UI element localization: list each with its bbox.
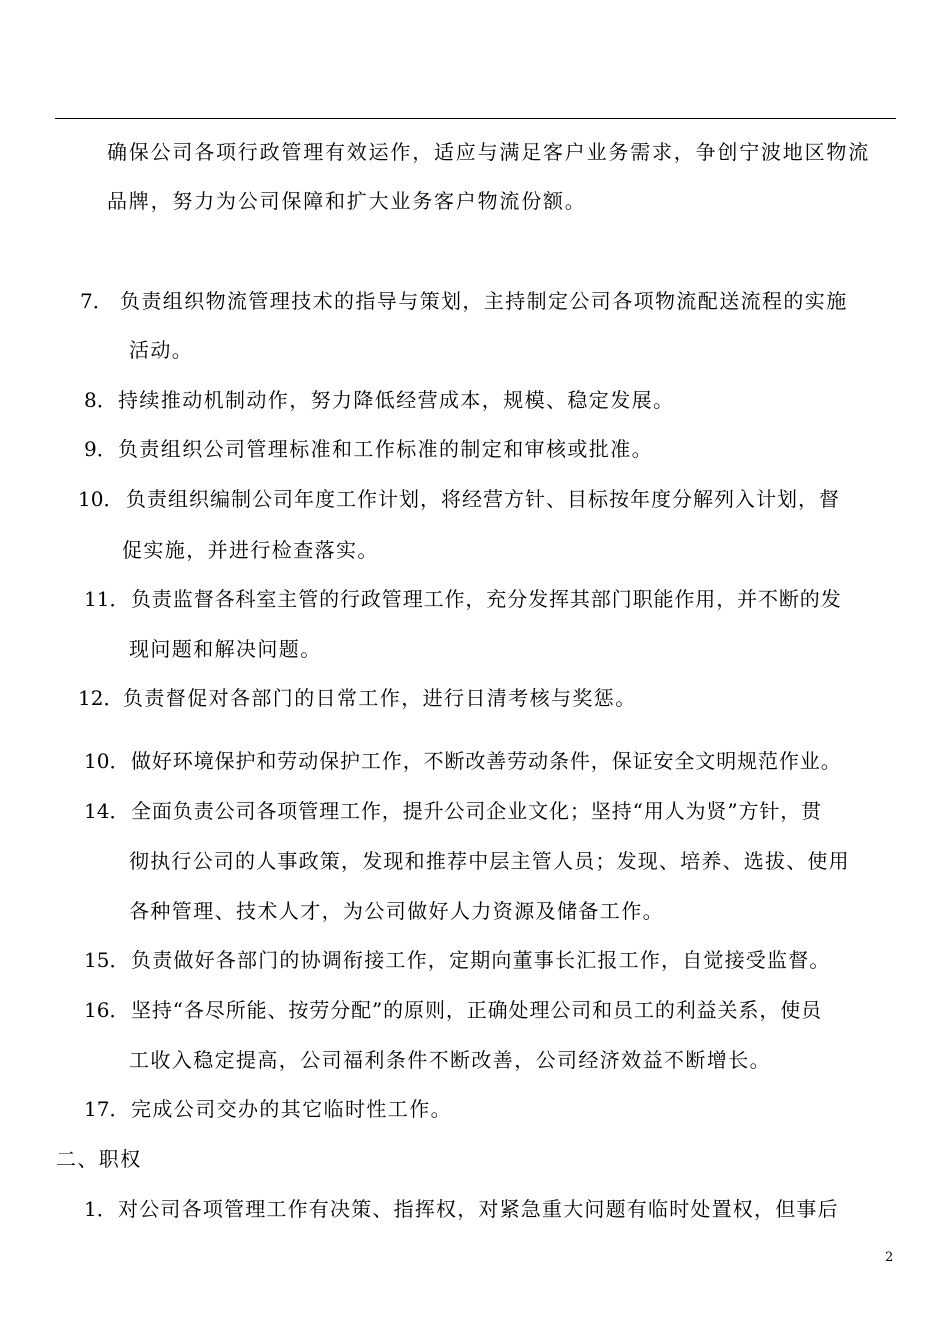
item-number: 1．	[84, 1197, 117, 1221]
item-text: 促实施，并进行检查落实。	[122, 538, 379, 562]
item-text: 现问题和解决问题。	[129, 637, 322, 661]
item-number: 16．	[84, 998, 130, 1022]
header-rule	[55, 118, 896, 119]
item-number: 14．	[84, 799, 130, 823]
item-number: 10．	[84, 749, 130, 773]
item-text: 工收入稳定提高，公司福利条件不断改善，公司经济效益不断增长。	[129, 1048, 771, 1072]
item-text: 全面负责公司各项管理工作，提升公司企业文化；坚持“用人为贤”方针，贯	[131, 799, 823, 823]
item-number: 17．	[84, 1097, 130, 1121]
item-number: 7．	[80, 289, 113, 313]
item-text: 负责组织编制公司年度工作计划，将经营方针、目标按年度分解列入计划，督	[126, 487, 840, 511]
item-text: 各种管理、技术人才，为公司做好人力资源及储备工作。	[129, 899, 664, 923]
item-text: 做好环境保护和劳动保护工作，不断改善劳动条件，保证安全文明规范作业。	[131, 749, 842, 773]
item-text: 活动。	[129, 338, 194, 362]
continuation-line-1: 确保公司各项行政管理有效运作，适应与满足客户业务需求，争创宁波地区物流	[107, 140, 870, 164]
item-number: 12．	[78, 686, 124, 710]
item-text: 负责做好各部门的协调衔接工作，定期向董事长汇报工作，自觉接受监督。	[131, 948, 831, 972]
item-text: 负责组织公司管理标准和工作标准的制定和审核或批准。	[118, 437, 653, 461]
item-text: 持续推动机制动作，努力降低经营成本，规模、稳定发展。	[118, 388, 675, 412]
item-text: 彻执行公司的人事政策，发现和推荐中层主管人员；发现、培养、选拔、使用	[129, 849, 850, 873]
item-text: 对公司各项管理工作有决策、指挥权，对紧急重大问题有临时处置权，但事后	[118, 1197, 839, 1221]
item-text: 负责组织物流管理技术的指导与策划，主持制定公司各项物流配送流程的实施	[120, 289, 848, 313]
item-number: 15．	[84, 948, 130, 972]
item-number: 9．	[84, 437, 117, 461]
item-text: 负责督促对各部门的日常工作，进行日清考核与奖惩。	[123, 686, 637, 710]
item-number: 8．	[84, 388, 117, 412]
section-heading: 二、职权	[56, 1147, 142, 1171]
item-text: 完成公司交办的其它临时性工作。	[131, 1097, 452, 1121]
item-text: 坚持“各尽所能、按劳分配”的原则，正确处理公司和员工的利益关系，使员	[131, 998, 823, 1022]
item-number: 11．	[84, 587, 130, 611]
page-number: 2	[885, 1250, 894, 1265]
item-text: 负责监督各科室主管的行政管理工作，充分发挥其部门职能作用，并不断的发	[131, 587, 842, 611]
continuation-line-2: 品牌，努力为公司保障和扩大业务客户物流份额。	[107, 189, 587, 213]
item-number: 10．	[78, 487, 124, 511]
